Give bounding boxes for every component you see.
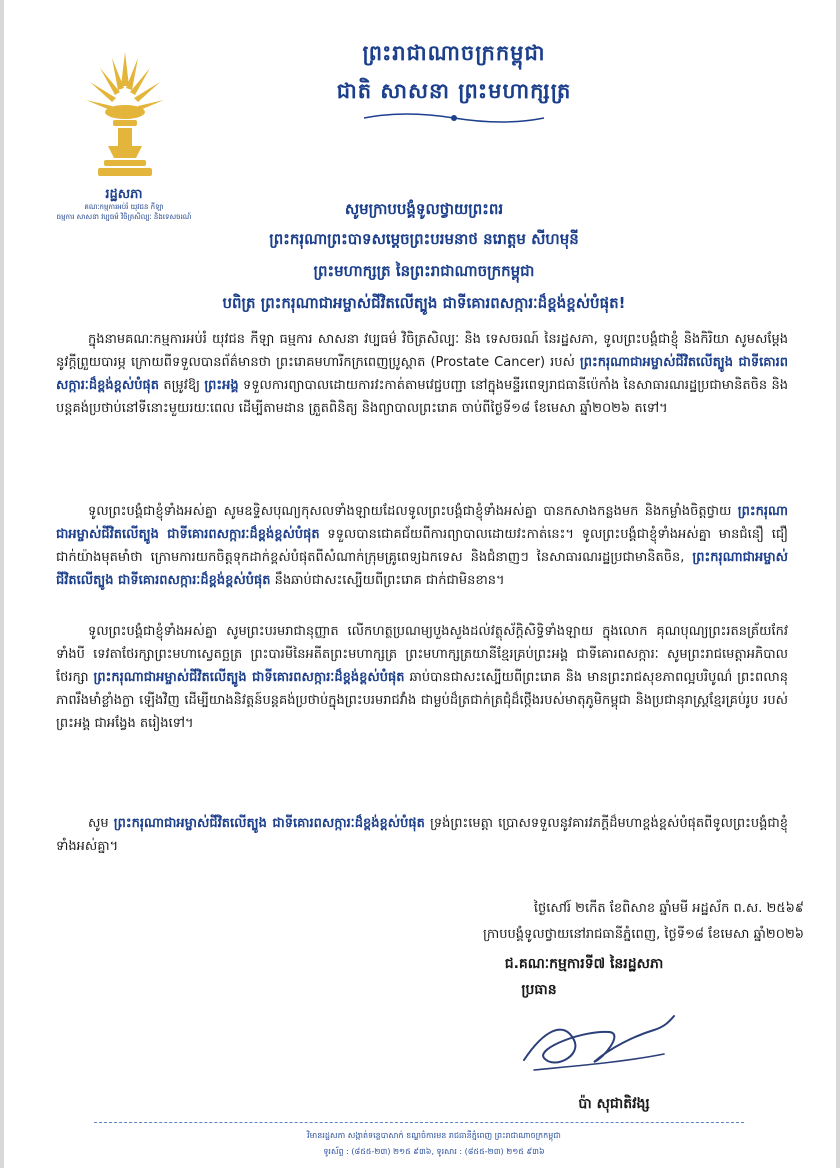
signer-title: ជ.គណៈកម្មការទី៧ នៃរដ្ឋសភា — [504, 956, 664, 972]
king-role: ព្រះមហាក្សត្រ នៃព្រះរាជាណាចក្រកម្ពុជា — [313, 262, 535, 280]
body-text: ទ្រង់ព្រះមេត្តា ប្រោសទទួលនូវគារវភក្តីដ៏មហាខ្ពង់ខ្ពស់បំផុតពីទូលព្រះបង្គំជាខ្ញុំទាំងអស់គ្នា។ — [56, 816, 788, 854]
address-salutation: បពិត្រ ព្រះករុណាជាអម្ចាស់ជីវិតលើត្បូង ជាទីគោរពសក្ការៈដ៏ខ្ពង់ខ្ពស់បំផុត! — [222, 294, 626, 312]
letter-page — [4, 0, 836, 1168]
lunar-date: ថ្ងៃសៅរ៍ ២កើត ខែពិសាខ ឆ្នាំមមី អដ្ឋស័ក ព.ស. ២៥៦៩ — [533, 901, 804, 916]
body-paragraph-2 — [56, 500, 788, 592]
blessing-heading: សូមក្រាបបង្គំទូលថ្វាយព្រះពរ — [344, 200, 504, 218]
body-paragraph-4 — [56, 812, 788, 858]
footer-address: វិមានរដ្ឋសភា សង្កាត់ទន្លេបាសាក់ ខណ្ឌចំការមន រាជធានីភ្នំពេញ ព្រះរាជាណាចក្រកម្ពុជា — [307, 1131, 561, 1140]
signer-role: ប្រធាន — [521, 982, 557, 998]
body-text: ទទួលបានជោគជ័យពីការព្យាបាលដោយវះកាត់នេះ។ ទូលព្រះបង្គំជាខ្ញុំទាំងអស់គ្នា មានជំនឿ ជឿជាក់យ៉ាងមុតមាំថា ក្រោមការយកចិត្តទុកដាក់ខ្ពស់បំផុតពីសំណាក់ក្រុមគ្រូពេទ្យឯកទេស និងជំនាញៗ នៃសាធារណរដ្ឋប្រជាមានិតចិន, — [56, 527, 788, 565]
body-text: នឹងឆាប់ជាសះស្បើយពីព្រះរោគ ជាក់ជាមិនខាន។ — [270, 573, 505, 588]
senate-emblem-icon — [80, 46, 170, 181]
senate-name: រដ្ឋសភា — [105, 187, 143, 202]
commission-line-1: គណៈកម្មការអប់រំ យុវជន កីឡា — [84, 203, 164, 211]
royal-title-emphasis: ព្រះករុណាជាអម្ចាស់ជីវិតលើត្បូង ជាទីគោរពសក្ការៈដ៏ខ្ពង់ខ្ពស់បំផុត — [113, 816, 425, 831]
solar-date: ក្រាបបង្គំទូលថ្វាយនៅរាជធានីភ្នំពេញ, ថ្ងៃទី១៨ ខែមេសា ឆ្នាំ២០២៦ — [483, 927, 804, 942]
body-paragraph-1 — [56, 328, 788, 420]
body-text: ទូលព្រះបង្គំជាខ្ញុំទាំងអស់គ្នា សូមឧទ្ទិសបុណ្យកុសលទាំងឡាយដែលទូលព្រះបង្គំជាខ្ញុំទាំងអស់គ្នា បានកសាងកន្លងមក និងកម្លាំងចិត្តថ្វាយ — [88, 504, 738, 519]
royal-pronoun-emphasis: ព្រះអង្គ — [204, 378, 239, 393]
body-text: ទូលព្រះបង្គំជាខ្ញុំទាំងអស់គ្នា សូមព្រះបរមរាជានុញ្ញាត លើកហត្ថប្រណម្យបួងសួងដល់វត្ថុស័ក្តិសិទ្ធិទាំងឡាយ ក្នុងលោក គុណបុណ្យព្រះរតនត្រ័យកែវទាំងបី ទេវតាថែរក្សាព្រះមហាស្វេតច្ឆត្រ ព្រះបារមីនៃអតីតព្រះមហាក្សត្រ ព្រះមហាក្សត្រយានីខ្មែរគ្រប់ព្រះអង្គ ជាទីគោរពសក្ការៈ សូមព្រះរាជមេត្តាអភិបាលថែរក្សា — [56, 624, 788, 685]
body-paragraph-3 — [56, 620, 788, 735]
commission-line-2: ធម្មការ សាសនា វប្បធម៌ វិចិត្រសិល្បៈ និងទេសចរណ៍ — [56, 213, 192, 221]
body-text: ឆាប់បានជាសះស្បើយពីព្រះរោគ និង មានព្រះរាជសុខភាពល្អបរិបូណ៌ ព្រះពលានុភាពរឹងមាំខ្លាំងក្លា ឡើងវិញ ដើម្បីយាងនិវត្តន៍បន្តគង់ប្រថាប់ក្នុងព្រះបរមរាជវាំង ជាម្លប់ដ៏ត្រជាក់ត្រជុំដ៏ថ្កើងរបស់មាតុភូមិកម្ពុជា និងប្រជានុរាស្រ្តខ្មែរគ្រប់រូប របស់ព្រះអង្គ ជាអង្វែង តរៀងទៅ។ — [56, 670, 788, 731]
body-text: សូម — [88, 816, 114, 831]
body-text: តម្រូវឱ្យ — [159, 378, 205, 393]
handwritten-signature-icon — [514, 1010, 684, 1080]
ornament-divider-icon — [354, 110, 554, 126]
kingdom-title: ព្រះរាជាណាចក្រកម្ពុជា — [362, 41, 546, 65]
footer-divider — [94, 1122, 744, 1123]
king-title: ព្រះករុណាព្រះបាទសម្តេចព្រះបរមនាថ នរោត្តម សីហមុនី — [269, 230, 579, 248]
national-motto: ជាតិ សាសនា ព្រះមហាក្សត្រ — [336, 79, 572, 103]
royal-title-emphasis: ព្រះករុណាជាអម្ចាស់ជីវិតលើត្បូង ជាទីគោរពសក្ការៈដ៏ខ្ពង់ខ្ពស់បំផុត — [56, 504, 788, 542]
royal-title-emphasis: ព្រះករុណាជាអម្ចាស់ជីវិតលើត្បូង ជាទីគោរពសក្ការៈដ៏ខ្ពង់ខ្ពស់បំផុត — [93, 670, 405, 685]
footer-phone: ទូរស័ព្ទ : (៨៥៥-២៣) ២១៥ ៩៣៦, ទូរសារ : (៨៥៥-២៣) ២១៥ ៩៣៦ — [323, 1147, 545, 1156]
body-text: ក្នុងនាមគណៈកម្មការអប់រំ យុវជន កីឡា ធម្មការ សាសនា វប្បធម៌ វិចិត្រសិល្បៈ និង ទេសចរណ៍ នៃរដ្ឋសភា, ទូលព្រះបង្គំជាខ្ញុំ និងកិរិយា សូមសម្តែងនូវក្តីព្រួយបារម្ភ ក្រោយពីទទួលបានព័ត៌មានថា ព្រះរោគមហារីកក្រពេញប្រូស្តាត (Prostate Cancer) របស់ — [56, 332, 788, 370]
signer-name: ប៉ា សុជាតិវង្ស — [578, 1096, 650, 1112]
royal-title-emphasis: ព្រះករុណាជាអម្ចាស់ជីវិតលើត្បូង ជាទីគោរពសក្ការៈដ៏ខ្ពង់ខ្ពស់បំផុត — [56, 550, 788, 588]
royal-title-emphasis: ព្រះករុណាជាអម្ចាស់ជីវិតលើត្បូង ជាទីគោរពសក្ការៈដ៏ខ្ពង់ខ្ពស់បំផុត — [56, 355, 788, 393]
body-text: ទទួលការព្យាបាលដោយការវះកាត់តាមវេជ្ជបញ្ជា នៅក្នុងមន្ទីរពេទ្យរាជធានីប៉េកាំង នៃសាធារណរដ្ឋប្រជាមានិតចិន និងបន្តគង់ប្រថាប់នៅទីនោះមួយរយៈពេល ដើម្បីតាមដាន ត្រួតពិនិត្យ និងព្យាបាលព្រះរោគ ចាប់ពីថ្ងៃទី១៨ ខែមេសា ឆ្នាំ២០២៦ តទៅ។ — [56, 378, 789, 416]
